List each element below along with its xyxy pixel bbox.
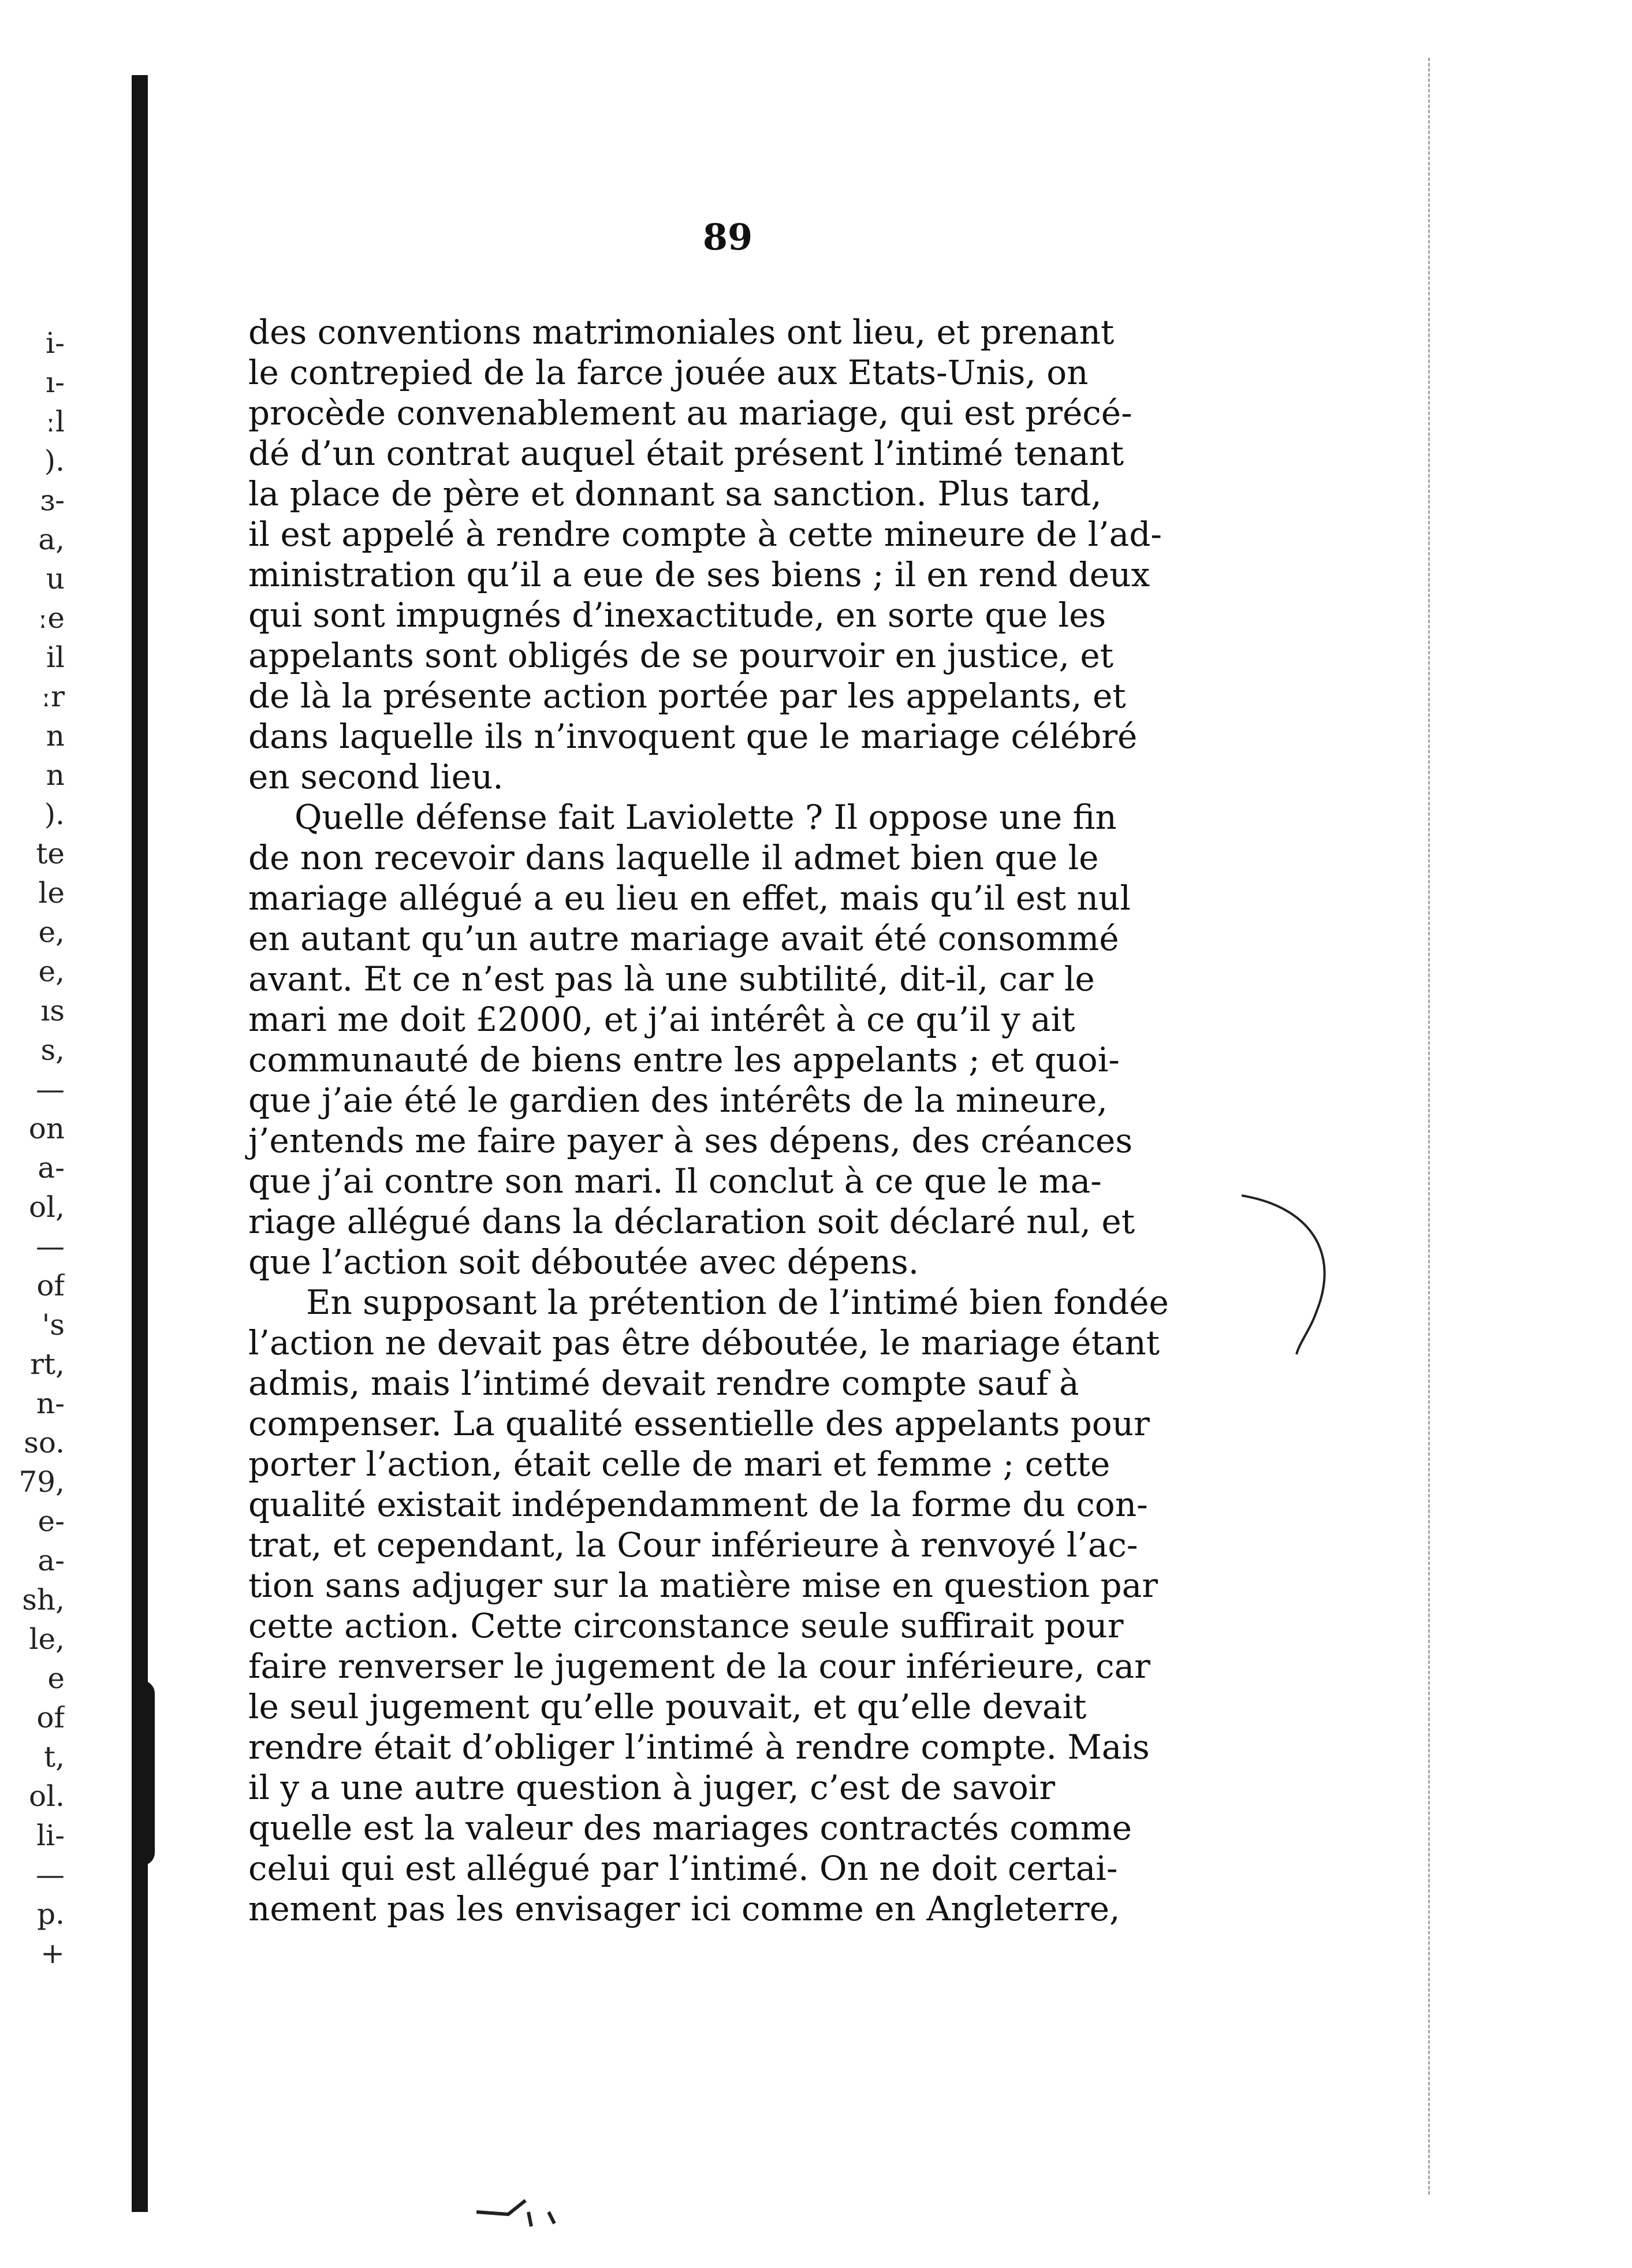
margin-fragment: e, xyxy=(38,915,65,949)
page-number: 89 xyxy=(702,216,753,258)
margin-fragment: a- xyxy=(38,1544,65,1577)
right-edge-specks xyxy=(1422,58,1430,2195)
text-line: que l’action soit déboutée avec dépens. xyxy=(248,1242,919,1282)
margin-fragment: n xyxy=(46,758,65,792)
left-margin-bleed-text xyxy=(0,323,65,1973)
text-line: qui sont impugnés d’inexactitude, en sorte que les xyxy=(248,595,1106,635)
margin-fragment: u xyxy=(46,562,65,595)
margin-fragment: t, xyxy=(44,1740,65,1774)
margin-fragment: ɜ- xyxy=(40,483,65,517)
margin-fragment: le, xyxy=(29,1622,65,1656)
text-line: il est appelé à rendre compte à cette mineure de l’ad- xyxy=(248,515,1162,554)
text-line: mariage allégué a eu lieu en effet, mais qu’il est nul xyxy=(248,878,1131,918)
body-text xyxy=(248,312,1219,1929)
text-line: en second lieu. xyxy=(248,757,504,796)
margin-fragment: 's xyxy=(42,1308,65,1342)
margin-fragment: n xyxy=(46,719,65,753)
margin-fragment: rt, xyxy=(30,1347,65,1381)
text-line: avant. Et ce n’est pas là une subtilité, dit-il, car le xyxy=(248,959,1095,999)
text-line: le contrepied de la farce jouée aux Etats-Unis, on xyxy=(248,353,1089,392)
text-line: communauté de biens entre les appelants ; et quoi- xyxy=(248,1040,1120,1079)
margin-fragment: ı- xyxy=(46,366,65,399)
margin-fragment: a- xyxy=(38,1151,65,1185)
text-line: riage allégué dans la déclaration soit déclaré nul, et xyxy=(248,1202,1135,1241)
text-line: que j’aie été le gardien des intérêts de la mineure, xyxy=(248,1081,1108,1120)
text-line: tion sans adjuger sur la matière mise en question par xyxy=(248,1566,1158,1605)
margin-fragment: s, xyxy=(40,1033,65,1067)
margin-fragment: sh, xyxy=(22,1583,65,1617)
paragraph-start-line: En supposant la prétention de l’intimé bien fondée xyxy=(306,1283,1169,1322)
text-line: de là la présente action portée par les appelants, et xyxy=(248,676,1126,716)
margin-fragment: of xyxy=(36,1701,65,1734)
margin-fragment: ːl xyxy=(46,405,65,438)
margin-fragment: ). xyxy=(44,444,65,478)
text-line: porter l’action, était celle de mari et femme ; cette xyxy=(248,1444,1111,1484)
text-line: que j’ai contre son mari. Il conclut à ce que le ma- xyxy=(248,1161,1102,1201)
margin-fragment: li- xyxy=(36,1819,65,1852)
text-line: quelle est la valeur des mariages contractés comme xyxy=(248,1808,1132,1848)
margin-fragment: ːr xyxy=(41,680,65,713)
text-line: la place de père et donnant sa sanction. Plus tard, xyxy=(248,474,1102,513)
text-line: dé d’un contrat auquel était présent l’intimé tenant xyxy=(248,434,1124,473)
margin-fragment: so. xyxy=(24,1426,65,1459)
text-line: ministration qu’il a eue de ses biens ; il en rend deux xyxy=(248,555,1150,594)
text-line: en autant qu’un autre mariage avait été consommé xyxy=(248,919,1119,958)
margin-fragment: ol. xyxy=(29,1779,65,1813)
margin-fragment: le xyxy=(38,876,65,910)
text-line: l’action ne devait pas être déboutée, le mariage étant xyxy=(248,1323,1160,1362)
text-line: mari me doit £2000, et j’ai intérêt à ce qu’il y ait xyxy=(248,1000,1075,1039)
text-line: appelants sont obligés de se pourvoir en justice, et xyxy=(248,636,1114,675)
margin-fragment: — xyxy=(36,1072,65,1106)
margin-fragment: of xyxy=(36,1269,65,1302)
margin-fragment: p. xyxy=(37,1897,65,1931)
margin-fragment: ). xyxy=(44,798,65,831)
text-line: celui qui est allégué par l’intimé. On ne doit certai- xyxy=(248,1849,1118,1888)
text-line: faire renverser le jugement de la cour inférieure, car xyxy=(248,1647,1150,1686)
margin-fragment: il xyxy=(46,640,65,674)
margin-fragment: 79, xyxy=(18,1465,65,1499)
margin-fragment: te xyxy=(36,837,65,870)
text-line: de non recevoir dans laquelle il admet bien que le xyxy=(248,838,1099,877)
margin-fragment: ːe xyxy=(38,601,65,635)
margin-fragment: a, xyxy=(38,523,65,556)
margin-fragment: e- xyxy=(38,1504,65,1538)
margin-fragment: on xyxy=(28,1112,65,1145)
text-line: compenser. La qualité essentielle des appelants pour xyxy=(248,1404,1150,1443)
margin-fragment: e xyxy=(47,1662,65,1695)
margin-fragment: + xyxy=(40,1936,65,1970)
text-line: nement pas les envisager ici comme en Angleterre, xyxy=(248,1889,1120,1928)
text-line: dans laquelle ils n’invoquent que le mariage célébré xyxy=(248,717,1138,756)
margin-fragment: ıs xyxy=(40,994,65,1027)
margin-fragment: — xyxy=(36,1230,65,1263)
binding-edge xyxy=(132,75,148,2212)
text-line: admis, mais l’intimé devait rendre compte sauf à xyxy=(248,1364,1079,1403)
text-line: le seul jugement qu’elle pouvait, et qu’elle devait xyxy=(248,1687,1087,1726)
text-line: rendre était d’obliger l’intimé à rendre compte. Mais xyxy=(248,1727,1150,1767)
margin-fragment: i- xyxy=(46,326,65,360)
text-line: des conventions matrimoniales ont lieu, et prenant xyxy=(248,312,1115,352)
bottom-ink-mark xyxy=(474,2195,566,2229)
text-line: qualité existait indépendamment de la forme du con- xyxy=(248,1485,1148,1524)
margin-fragment: n- xyxy=(36,1387,65,1420)
handwritten-bracket-mark xyxy=(1242,1184,1340,1357)
text-line: cette action. Cette circonstance seule suffirait pour xyxy=(248,1606,1124,1645)
margin-fragment: — xyxy=(36,1858,65,1891)
margin-fragment: ol, xyxy=(29,1190,65,1224)
text-line: il y a une autre question à juger, c’est de savoir xyxy=(248,1768,1056,1807)
margin-fragment: e, xyxy=(38,955,65,988)
text-line: procède convenablement au mariage, qui est précé- xyxy=(248,393,1132,433)
text-line: trat, et cependant, la Cour inférieure à renvoyé l’ac- xyxy=(248,1525,1138,1565)
paragraph-start-line: Quelle défense fait Laviolette ? Il oppose une fin xyxy=(295,798,1117,837)
text-line: j’entends me faire payer à ses dépens, des créances xyxy=(248,1121,1133,1160)
